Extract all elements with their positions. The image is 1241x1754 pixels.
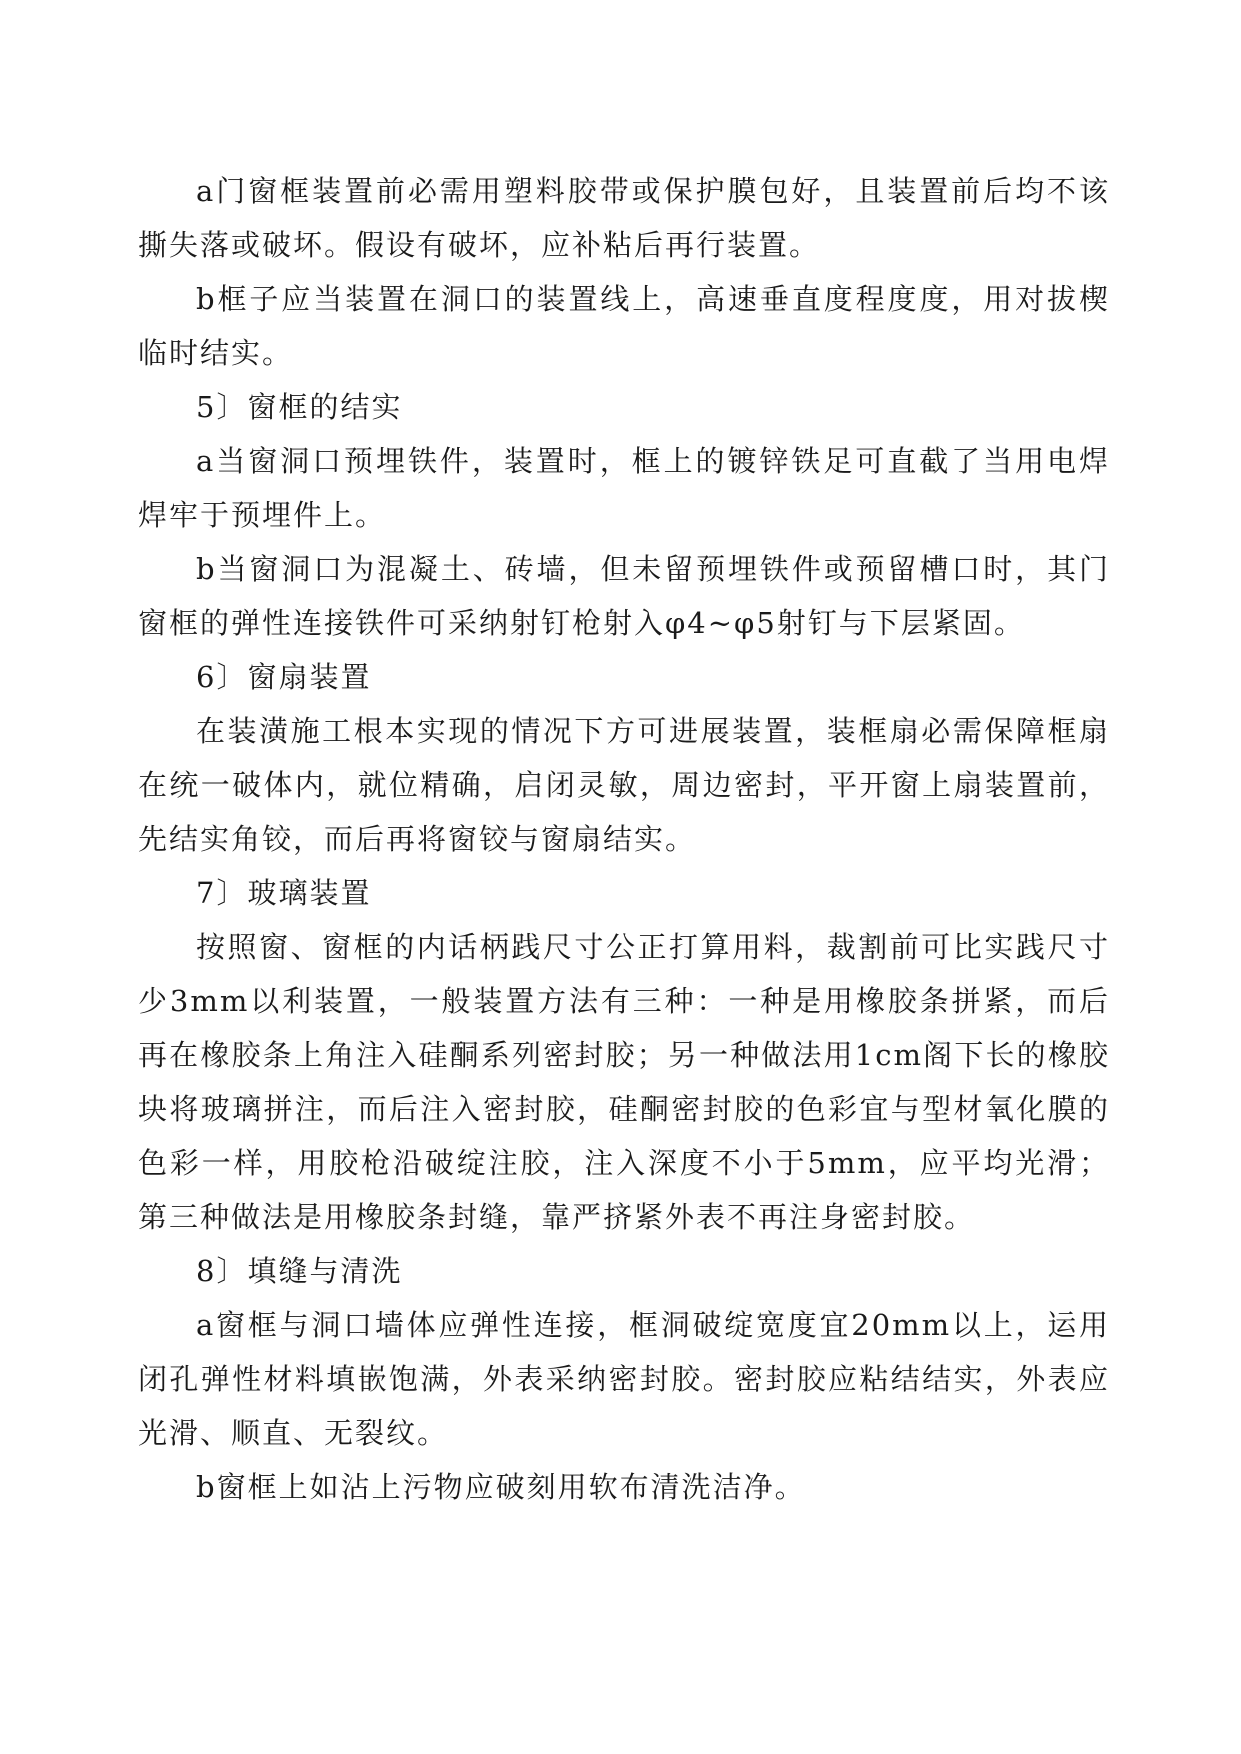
- paragraph-sash-install: 在装潢施工根本实现的情况下方可进展装置，装框扇必需保障框扇在统一破体内，就位精确，启闭灵敏，周边密封，平开窗上扇装置前，先结实角铰，而后再将窗铰与窗扇结实。: [138, 714, 1110, 856]
- paragraph-nail-gun: b当窗洞口为混凝土、砖墙，但未留预埋铁件或预留槽口时，其门窗框的弹性连接铁件可采纳射钉枪射入φ4~φ5射钉与下层紧固。: [138, 552, 1110, 640]
- paragraph-frame-protection: a门窗框装置前必需用塑料胶带或保护膜包好，且装置前后均不该撕失落或破坏。假设有破坏，应补粘后再行装置。: [138, 174, 1110, 262]
- document-body: [138, 164, 1110, 1514]
- paragraph-sealing: a窗框与洞口墙体应弹性连接，框洞破绽宽度宜20mm以上，运用闭孔弹性材料填嵌饱满，外表采纳密封胶。密封胶应粘结结实，外表应光滑、顺直、无裂纹。: [138, 1308, 1110, 1450]
- section-heading-sealing-cleaning: 8〕填缝与清洗: [196, 1254, 403, 1288]
- section-heading-glass-install: 7〕玻璃装置: [196, 876, 372, 910]
- section-heading-frame-fixing: 5〕窗框的结实: [196, 390, 403, 424]
- paragraph-frame-positioning: b框子应当装置在洞口的装置线上，高速垂直度程度度，用对拔楔临时结实。: [138, 282, 1110, 370]
- section-heading-sash-install: 6〕窗扇装置: [196, 660, 372, 694]
- paragraph-embedded-iron: a当窗洞口预埋铁件，装置时，框上的镀锌铁足可直截了当用电焊焊牢于预埋件上。: [138, 444, 1110, 532]
- paragraph-glass-install: 按照窗、窗框的内话柄践尺寸公正打算用料，裁割前可比实践尺寸少3mm以利装置，一般装置方法有三种：一种是用橡胶条拼紧，而后再在橡胶条上角注入硅酮系列密封胶；另一种做法用1cm阁下长的橡胶块将玻璃拼注，而后注入密封胶，硅酮密封胶的色彩宜与型材氧化膜的色彩一样，用胶枪沿破绽注胶，注入深度不小于5mm，应平均光滑；第三种做法是用橡胶条封缝，靠严挤紧外表不再注身密封胶。: [138, 930, 1110, 1234]
- paragraph-cleaning: b窗框上如沾上污物应破刻用软布清洗洁净。: [196, 1470, 806, 1504]
